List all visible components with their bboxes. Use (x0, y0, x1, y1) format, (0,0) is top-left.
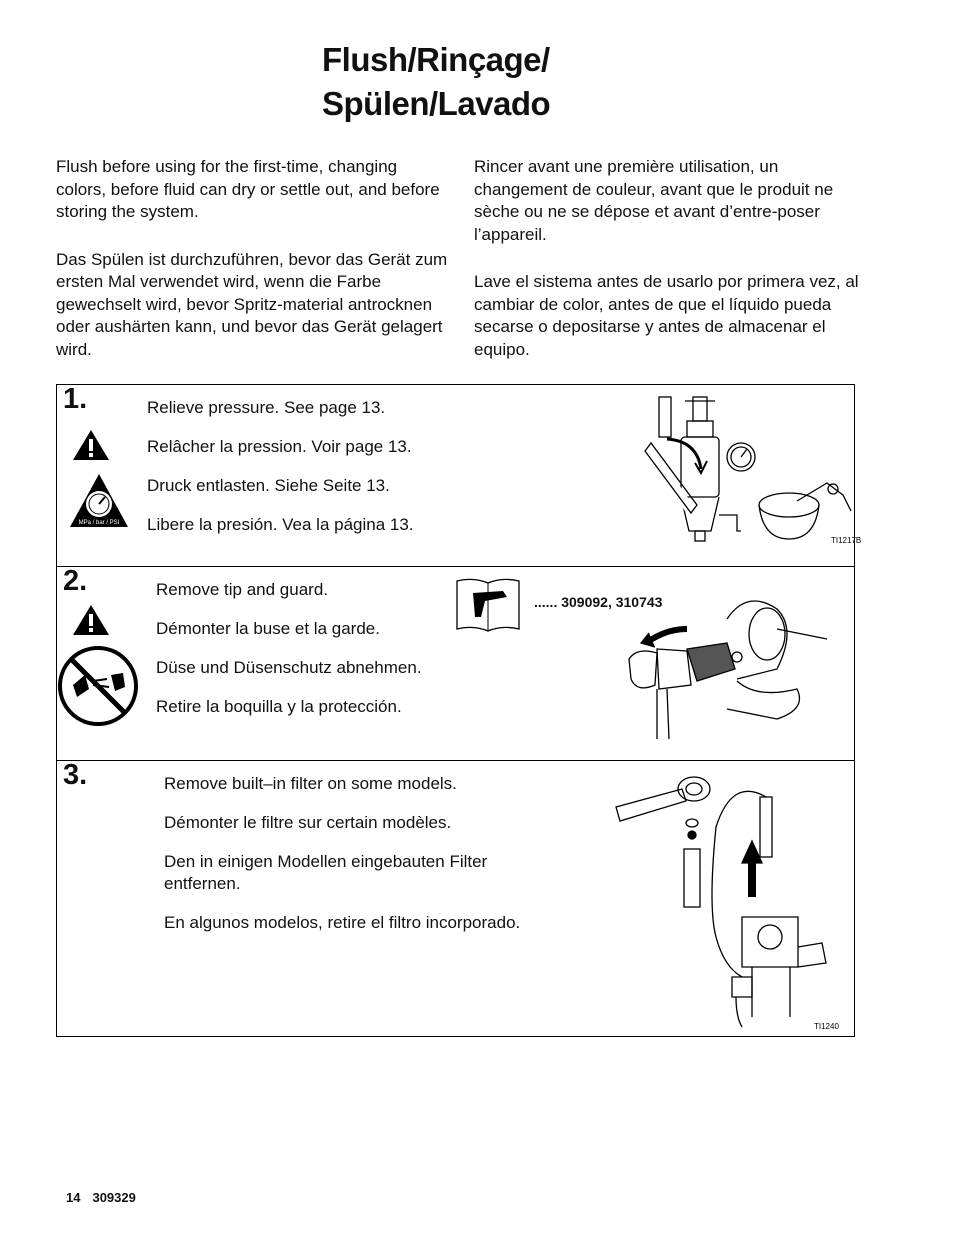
pressure-gauge-icon (69, 473, 129, 528)
step-2 (57, 566, 854, 760)
manual-reference: ...... 309092, 310743 (534, 594, 663, 610)
warning-icon (72, 604, 110, 636)
step-number: 1. (63, 383, 88, 415)
page-title (322, 38, 550, 126)
intro-german: Das Spülen ist durchzuführen, bevor das Gerät zum ersten Mal verwendet wird, wenn die Farbe gewechselt wird, bevor Spritz-material antrocknen oder aushärten kann, und bevor das Gerät gelagert wird. (56, 249, 448, 359)
title-line-2: Spülen/Lavado (322, 85, 551, 122)
step-1 (57, 383, 862, 566)
instruction-line: Düse und Düsenschutz abnehmen. (156, 658, 422, 677)
step-3 (57, 760, 854, 1036)
step-3-instructions (164, 773, 564, 951)
intro-right-column (474, 156, 859, 386)
no-hand-spray-icon (57, 645, 139, 727)
instruction-line: Démonter la buse et la garde. (156, 619, 380, 638)
manual-book-icon (455, 577, 521, 633)
intro-spanish: Lave el sistema antes de usarlo por primera vez, al cambiar de color, antes de que el líquido pueda secarse o depositarse y antes de almacenar el equipo. (474, 272, 859, 359)
page-number: 14 (66, 1190, 81, 1205)
steps-table (56, 383, 862, 1037)
instruction-line: Relâcher la pression. Voir page 13. (147, 437, 412, 456)
instruction-line: Druck entlasten. Siehe Seite 13. (147, 476, 390, 495)
instruction-line: Remove built–in filter on some models. (164, 774, 457, 793)
step-1-instructions (147, 397, 414, 553)
title-line-1: Flush/Rinçage/ (322, 41, 550, 78)
spray-gun-tip-illustration (627, 589, 827, 749)
intro-left-column (56, 156, 451, 386)
figure-code: TI1240 (814, 1022, 839, 1031)
instruction-line: Libere la presión. Vea la página 13. (147, 515, 414, 534)
gauge-label: MPa / bar / PSI (78, 520, 120, 526)
instruction-line: En algunos modelos, retire el filtro incorporado. (164, 913, 521, 932)
instruction-line: Retire la boquilla y la protección. (156, 697, 402, 716)
document-number: 309329 (92, 1190, 136, 1205)
warning-icon (72, 429, 110, 461)
instruction-line: Relieve pressure. See page 13. (147, 398, 386, 417)
instruction-line: Den in einigen Modellen eingebauten Filter entfernen. (164, 852, 488, 893)
step-2-instructions (156, 579, 422, 735)
figure-code: TI1217B (831, 536, 862, 545)
step-number: 3. (63, 759, 88, 791)
step-number: 2. (63, 565, 88, 597)
filter-regulator-illustration (637, 391, 862, 551)
instruction-line: Démonter le filtre sur certain modèles. (164, 813, 452, 832)
page-footer (66, 1190, 136, 1205)
intro-french: Rincer avant une première utilisation, un changement de couleur, avant que le produit ne sèche ou ne se dépose et avant d’entre-poser l’appareil. (474, 157, 834, 244)
filter-removal-illustration (612, 767, 847, 1032)
instruction-line: Remove tip and guard. (156, 580, 328, 599)
intro-english: Flush before using for the first-time, changing colors, before fluid can dry or settle out, and before storing the system. (56, 157, 440, 221)
